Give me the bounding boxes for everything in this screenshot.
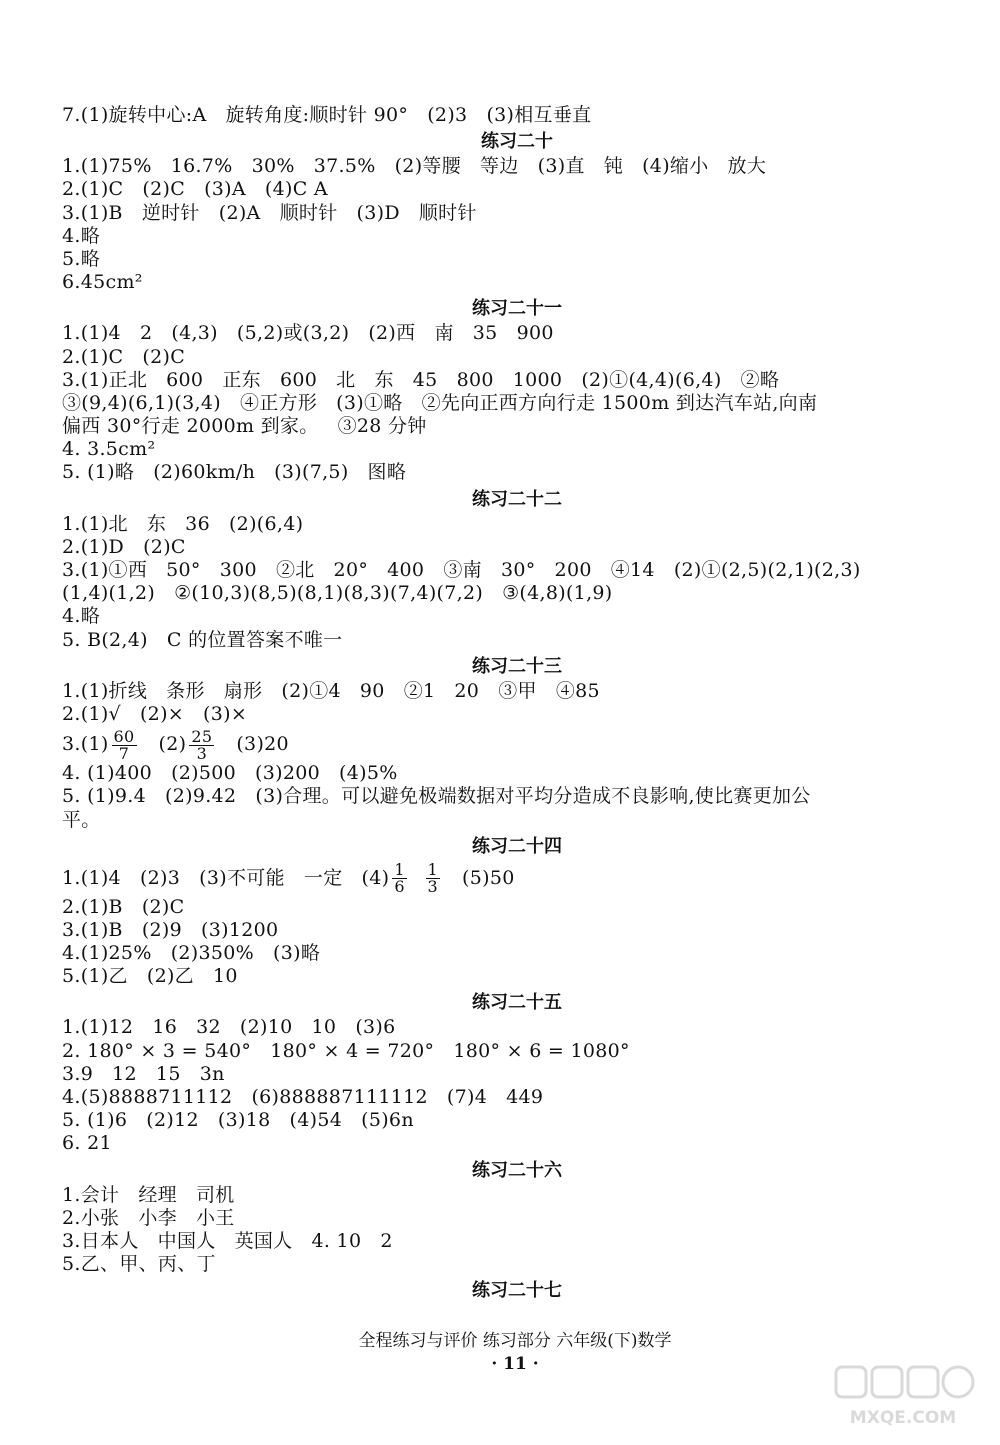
answer-line: 3.(1)B (2)9 (3)1200	[62, 918, 279, 941]
answer-line: 5.(1)乙 (2)乙 10	[62, 965, 238, 988]
answer-line: 5. (1)6 (2)12 (3)18 (4)54 (5)6n	[62, 1109, 414, 1132]
watermark-logo	[828, 1363, 978, 1431]
section-heading: 练习二十三	[472, 655, 562, 677]
answer-line: 5. B(2,4) C 的位置答案不唯一	[62, 628, 343, 651]
section-heading: 练习二十四	[472, 835, 562, 857]
svg-text:MXQE.COM: MXQE.COM	[849, 1408, 957, 1428]
fraction	[392, 862, 406, 895]
answer-line: 3.9 12 15 3n	[62, 1062, 225, 1085]
answer-line: 4.略	[62, 605, 101, 628]
answer-line: 2.(1)√ (2)× (3)×	[62, 702, 248, 725]
page-number: · 11 ·	[491, 1354, 539, 1374]
answer-line: 3.(1)①西 50° 300 ②北 20° 400 ③南 30° 200 ④14 (2)①(2,5)(2,1)(2,3)	[62, 559, 861, 581]
answer-line: 2.(1)D (2)C	[62, 535, 186, 558]
answer-line: 1.(1)折线 条形 扇形 (2)①4 90 ②1 20 ③甲 ④85	[62, 679, 600, 702]
answer-line: 7.(1)旋转中心:A 旋转角度:顺时针 90° (2)3 (3)相互垂直	[62, 104, 592, 126]
fraction-numerator: 1	[394, 860, 405, 880]
answer-line: 5. (1)9.4 (2)9.42 (3)合理。可以避免极端数据对平均分造成不良影响,使比赛更加公	[62, 785, 811, 808]
answer-line: 2.(1)C (2)C	[62, 345, 186, 368]
fraction-denominator: 7	[118, 743, 130, 763]
answer-line: 5. (1)略 (2)60km/h (3)(7,5) 图略	[62, 461, 407, 484]
answer-line: ③(9,4)(6,1)(3,4) ④正方形 (3)①略 ②先向正西方向行走 1500m 到达汽车站,向南	[62, 391, 818, 414]
answer-line: 3.(1)正北 600 正东 600 北 东 45 800 1000 (2)①(4,4)(6,4) ②略	[62, 368, 780, 391]
answer-content	[62, 104, 942, 1304]
answer-text: (3)20	[217, 733, 289, 756]
answer-line: 2.小张 小李 小王	[62, 1206, 235, 1229]
answer-line: 2.(1)C (2)C (3)A (4)C A	[62, 178, 328, 201]
fraction-numerator: 25	[191, 726, 213, 746]
fraction-numerator: 60	[113, 726, 135, 746]
answer-line: 1.(1)75% 16.7% 30% 37.5% (2)等腰 等边 (3)直 钝 (4)缩小 放大	[62, 155, 767, 178]
section-heading: 练习二十五	[472, 992, 562, 1014]
answer-line: 3.日本人 中国人 英国人 4. 10 2	[62, 1229, 393, 1252]
answer-line: 6. 21	[62, 1132, 112, 1155]
answer-text: 1.(1)4 (2)3 (3)不可能 一定 (4)	[62, 866, 390, 889]
answer-line: 4.(5)8888711112 (6)888887111112 (7)4 449	[62, 1086, 544, 1108]
answer-text	[410, 867, 423, 889]
answer-line: 1.(1)12 16 32 (2)10 10 (3)6	[62, 1016, 396, 1039]
answer-line: 1.(1)4 2 (4,3) (5,2)或(3,2) (2)西 南 35 900	[62, 322, 554, 345]
answer-line: 2. 180° × 3 = 540° 180° × 4 = 720° 180° × 6 = 1080°	[62, 1039, 630, 1062]
answer-line: 6.45cm²	[62, 271, 143, 294]
fraction	[426, 862, 440, 895]
answer-line: 3.(1)B 逆时针 (2)A 顺时针 (3)D 顺时针	[62, 201, 477, 224]
fraction	[189, 726, 214, 763]
answer-text: (2)	[139, 733, 187, 756]
answer-text: (5)50	[443, 866, 515, 889]
answer-line: 1.(1)北 东 36 (2)(6,4)	[62, 512, 304, 535]
answer-line	[62, 860, 942, 896]
answer-line: (1,4)(1,2) ②(10,3)(8,5)(8,1)(8,3)(7,4)(7,2) ③(4,8)(1,9)	[62, 582, 613, 605]
answer-line: 5.略	[62, 247, 101, 270]
answer-line: 4. (1)400 (2)500 (3)200 (4)5%	[62, 762, 398, 785]
answer-line: 4.(1)25% (2)350% (3)略	[62, 942, 321, 965]
section-heading: 练习二十七	[472, 1280, 562, 1302]
answer-text: 3.(1)	[62, 733, 109, 756]
answer-line: 4. 3.5cm²	[62, 438, 156, 461]
fraction	[112, 726, 137, 763]
answer-line: 5.乙、甲、丙、丁	[62, 1253, 216, 1276]
section-heading: 练习二十	[481, 131, 553, 153]
answer-line: 4.略	[62, 224, 101, 247]
answer-line: 平。	[62, 808, 101, 831]
section-heading: 练习二十一	[472, 298, 562, 320]
answer-line: 1.会计 经理 司机	[62, 1183, 235, 1206]
book-title-footer: 全程练习与评价 练习部分 六年级(下)数学	[358, 1331, 672, 1351]
fraction-denominator: 3	[196, 743, 208, 763]
answer-line: 2.(1)B (2)C	[62, 895, 185, 918]
fraction-denominator: 6	[394, 877, 405, 897]
section-heading: 练习二十二	[472, 488, 562, 510]
fraction-numerator: 1	[427, 860, 438, 880]
section-heading: 练习二十六	[472, 1159, 562, 1181]
fraction-denominator: 3	[427, 877, 438, 897]
answer-line	[62, 726, 942, 762]
answer-line: 偏西 30°行走 2000m 到家。 ③28 分钟	[62, 415, 427, 438]
